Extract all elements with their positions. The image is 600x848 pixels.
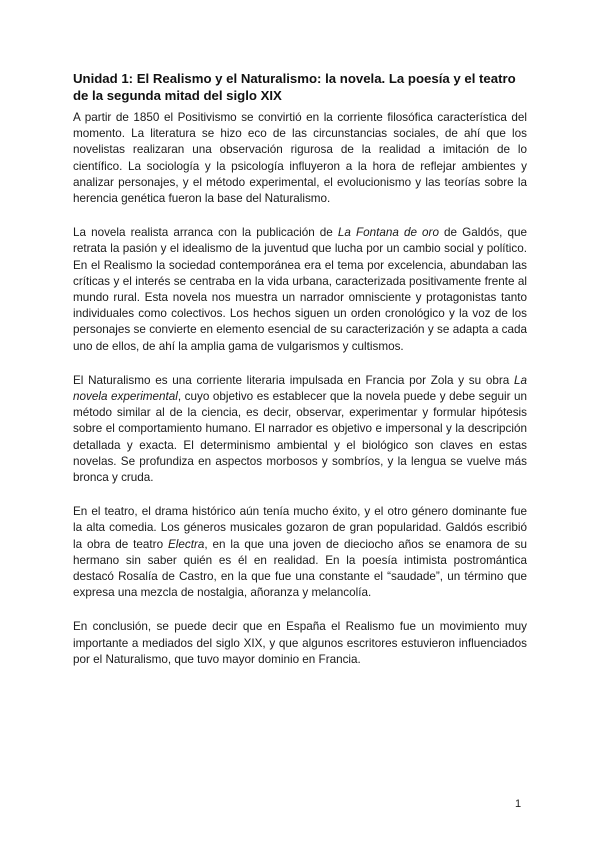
paragraph-teatro-poesia — [73, 504, 527, 601]
book-title-fontana: La Fontana de oro — [337, 226, 439, 240]
book-title-novela-experimental: La novela experimental — [73, 373, 527, 404]
paragraph-text: , en la que una joven de dieciocho años se enamora de su hermano sin saber quién es él en realidad. En la poesía intimista postromántica destacó Rosalía de Castro, en la que fue una constante el “saudade”, un término que expresa una mezcla de nostalgia, añoranza y melancolía. — [73, 537, 527, 600]
paragraph-text: de Galdós, que retrata la pasión y el idealismo de la juventud que lucha por un cambio social y político. En el Realismo la sociedad contemporánea era el tema por excelencia, abundaban las críticas y el interés se centraba en la vida urbana, caracterizada positivamente frente al mundo rural. Esta novela nos muestra un narrador omnisciente y protagonistas tanto individuales como colectivos. Los hechos siguen un orden cronológico y la voz de los personajes se convierte en elemento esencial de su caracterización y se adapta a cada uno de ellos, de ahí la amplia gama de vulgarismos y cultismos. — [73, 226, 528, 353]
document-body — [73, 70, 527, 686]
document-title: Unidad 1: El Realismo y el Naturalismo: la novela. La poesía y el teatro de la segunda mitad del siglo XIX — [73, 71, 516, 103]
paragraph-naturalismo — [73, 373, 527, 486]
paragraph-text: El Naturalismo es una corriente literaria impulsada en Francia por Zola y su obra — [73, 373, 514, 387]
paragraph-text: La novela realista arranca con la publicación de — [73, 226, 338, 240]
play-title-electra: Electra — [167, 537, 205, 551]
page-number: 1 — [515, 798, 522, 810]
paragraph-text: En el teatro, el drama histórico aún tenía mucho éxito, y el otro género dominante fue la alta comedia. Los géneros musicales gozaron de gran popularidad. Galdós escribió la obra de teatro — [73, 505, 527, 551]
paragraph-conclusion: En conclusión, se puede decir que en España el Realismo fue un movimiento muy importante a mediados del siglo XIX, y que algunos escritores estuvieron influenciados por el Naturalismo, que tuvo mayor dominio en Francia. — [73, 620, 527, 666]
paragraph-positivismo: A partir de 1850 el Positivismo se convirtió en la corriente filosófica característica del momento. La literatura se hizo eco de las circunstancias sociales, de ahí que los novelistas realizaran una observación rigurosa de la realidad a imitación de lo científico. La sociología y la psicología influyeron a la hora de reflejar ambientes y analizar personajes, y el método experimental, el evolucionismo y las teorías sobre la herencia genética fueron la base del Naturalismo. — [73, 111, 527, 206]
paragraph-novela-realista — [73, 225, 527, 355]
paragraph-text: , cuyo objetivo es establecer que la novela puede y debe seguir un método similar al de la ciencia, es decir, observar, experimentar y formular hipótesis sobre el comportamiento humano. El narrador es objetivo e impersonal y la descripción detallada y exacta. El determinismo ambiental y el biológico son claves en estas novelas. Se profundiza en aspectos morbosos y sombríos, y la lengua se vuelve más bronca y cruda. — [73, 390, 527, 485]
